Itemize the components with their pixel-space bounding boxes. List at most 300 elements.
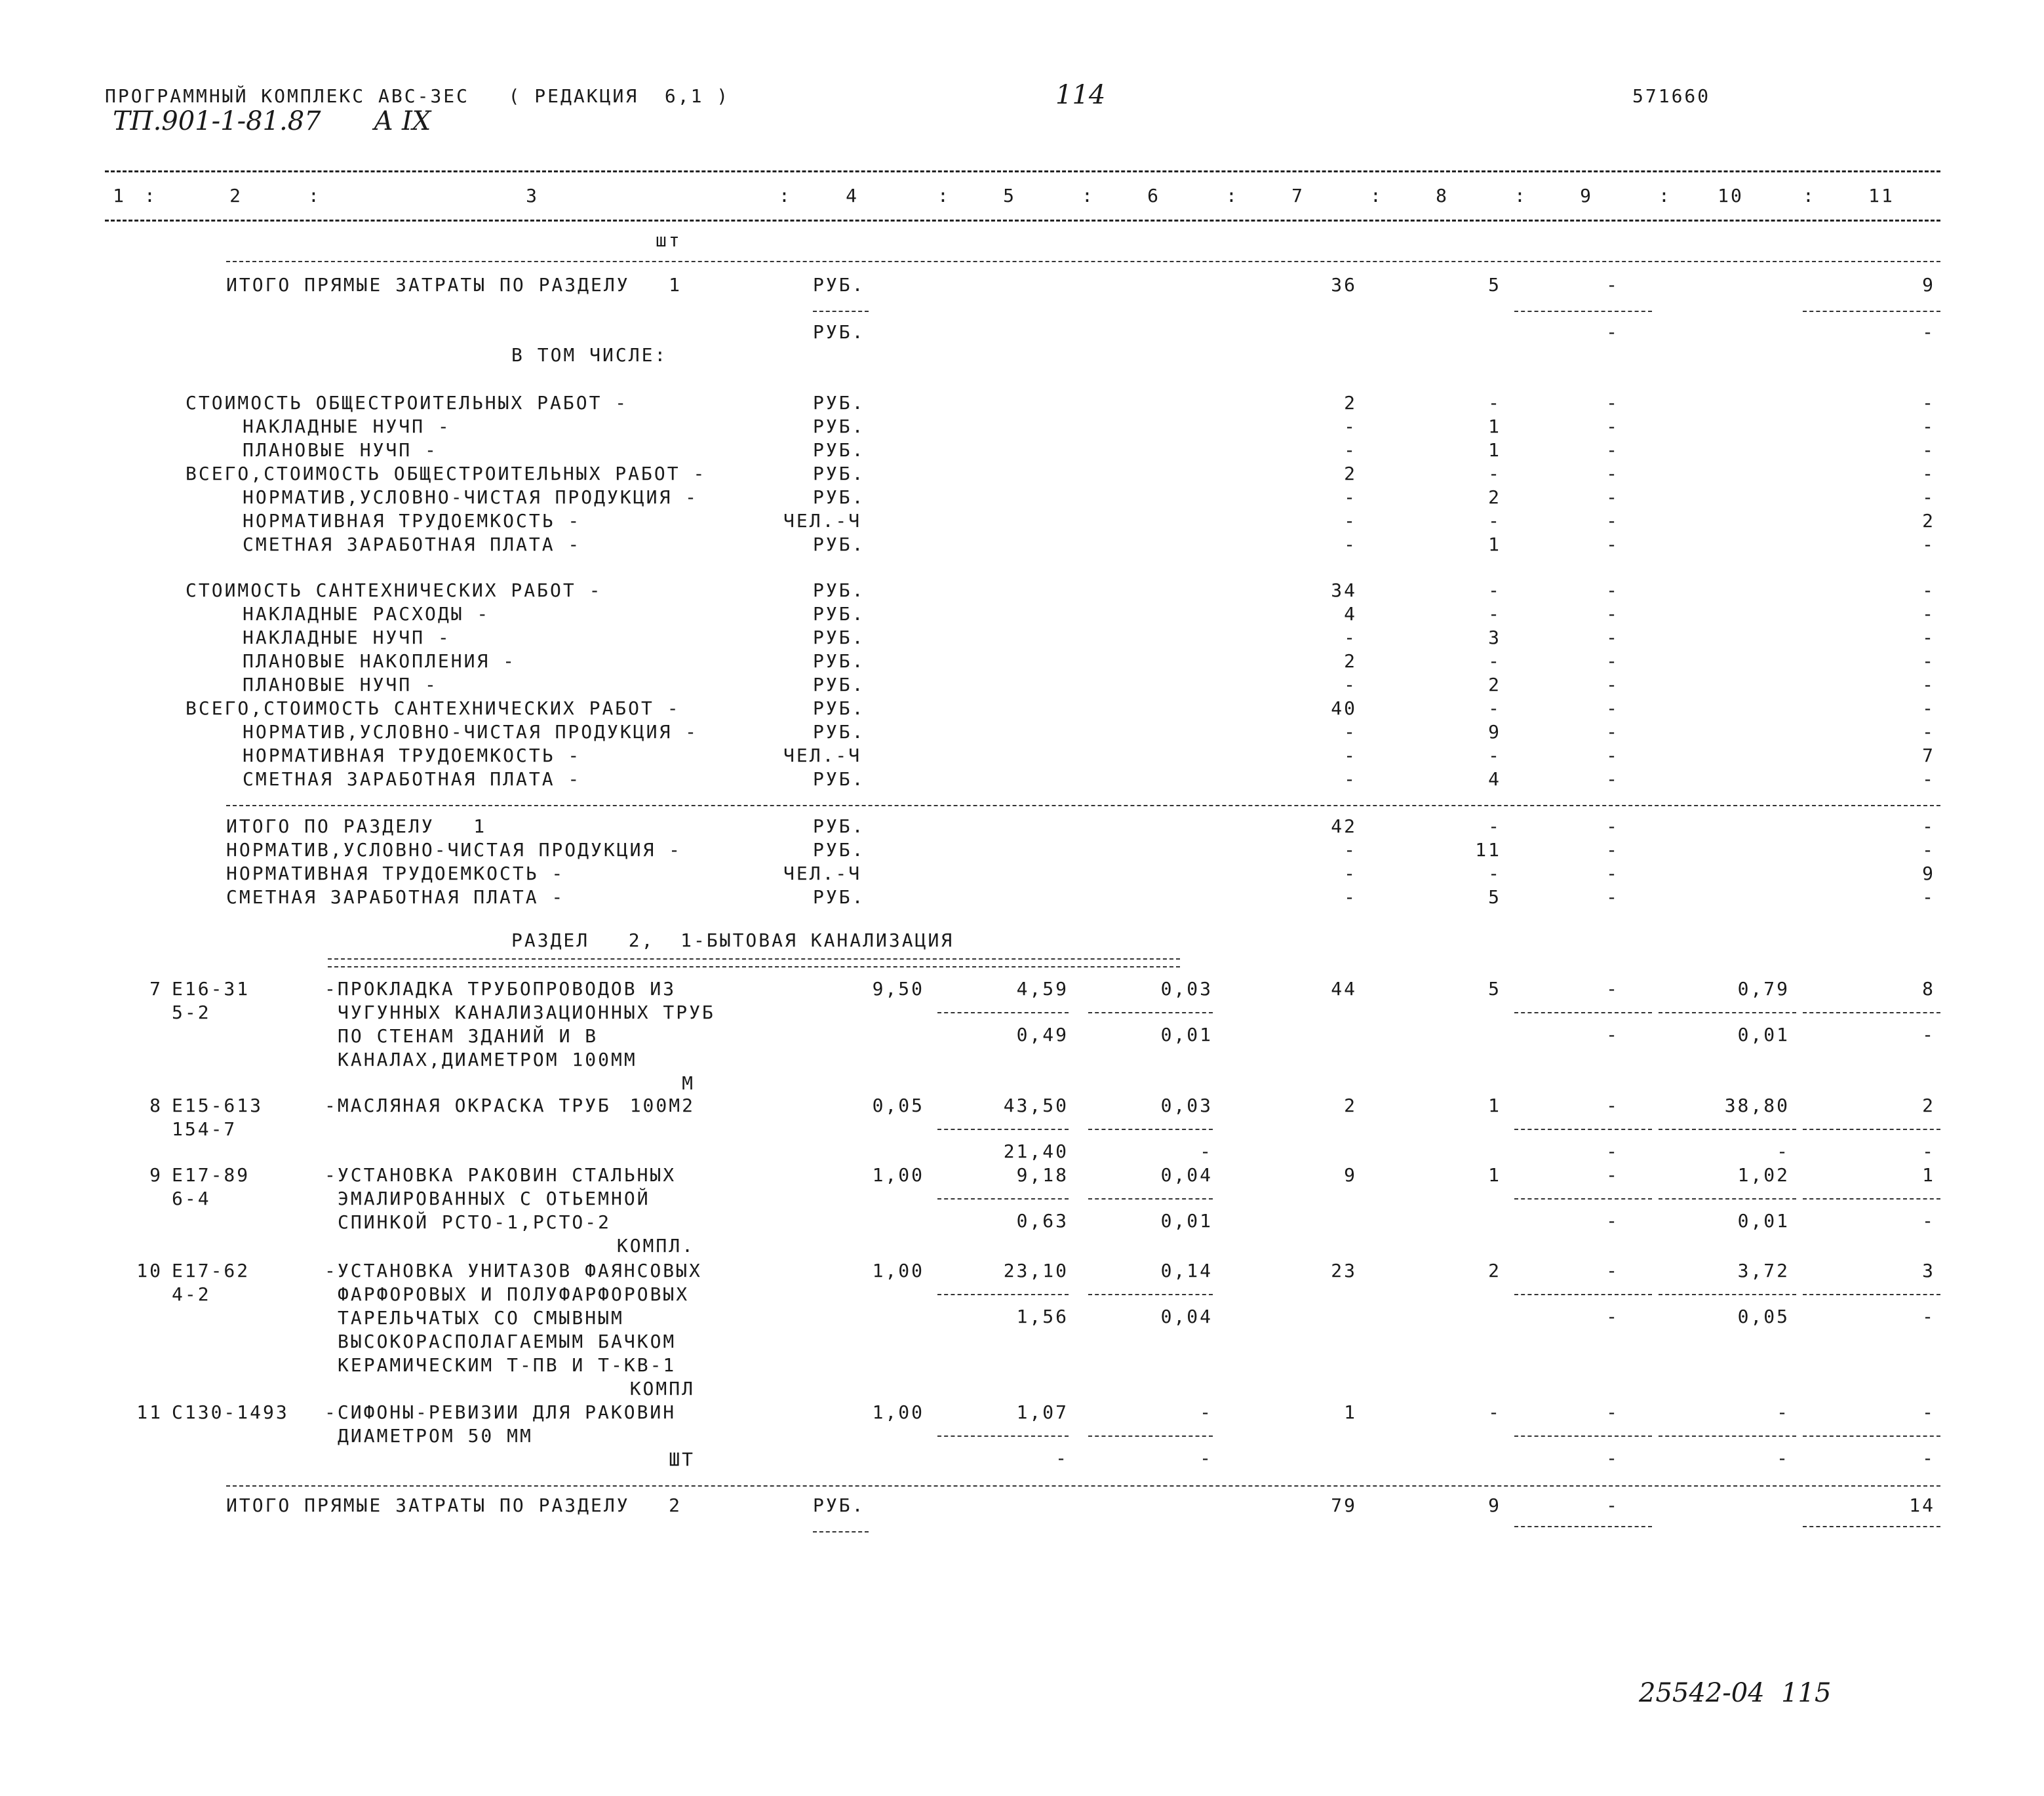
col11-cell: - bbox=[1922, 486, 1935, 508]
column-separator: : bbox=[1226, 185, 1239, 206]
item-wage-price: 0,63 bbox=[1016, 1210, 1069, 1232]
unit-cell: РУБ. bbox=[813, 674, 865, 695]
item-col6-rule bbox=[1088, 1294, 1213, 1295]
column-number-5: 5 bbox=[1003, 185, 1016, 206]
col9-cell: - bbox=[1606, 863, 1619, 884]
col9-cell: - bbox=[1606, 416, 1619, 437]
item-wage-price: 0,49 bbox=[1016, 1024, 1069, 1045]
item-col6: - bbox=[1200, 1401, 1213, 1423]
item-unit-price: 9,18 bbox=[1016, 1164, 1069, 1186]
item-col6-sub: 0,01 bbox=[1160, 1210, 1213, 1232]
item-total: 9 bbox=[1344, 1164, 1357, 1186]
col9-cell: - bbox=[1606, 603, 1619, 625]
col9-cell: - bbox=[1606, 486, 1619, 508]
col9-cell: - bbox=[1606, 650, 1619, 672]
col8-cell: 5 bbox=[1488, 886, 1501, 908]
item-description-line: ТАРЕЛЬЧАТЫХ СО СМЫВНЫМ bbox=[338, 1307, 624, 1329]
item-description-line: -УСТАНОВКА РАКОВИН СТАЛЬНЫХ bbox=[324, 1164, 677, 1186]
item-description-line: СПИНКОЙ РСТО-1,РСТО-2 bbox=[338, 1211, 612, 1233]
section-2-total-col11: 14 bbox=[1909, 1494, 1935, 1516]
col7-cell: - bbox=[1344, 627, 1357, 648]
col9-cell: - bbox=[1606, 274, 1619, 296]
item-total: 23 bbox=[1331, 1260, 1357, 1281]
item-unit: М bbox=[682, 1072, 695, 1094]
item-col9-rule bbox=[1514, 1129, 1652, 1130]
col7-cell: - bbox=[1344, 721, 1357, 743]
col8-cell: - bbox=[1488, 815, 1501, 837]
col7-cell: - bbox=[1344, 886, 1357, 908]
col7-cell: 36 bbox=[1331, 274, 1357, 296]
item-col9-sub: - bbox=[1606, 1210, 1619, 1232]
item-col11-sub: - bbox=[1922, 1141, 1935, 1162]
unit-cell: ЧЕЛ.-Ч bbox=[783, 745, 862, 766]
col9-cell: - bbox=[1606, 439, 1619, 461]
item-col6-rule bbox=[1088, 1129, 1213, 1130]
col7-cell: - bbox=[1344, 510, 1357, 532]
item-col8: 5 bbox=[1488, 978, 1501, 1000]
col9-cell: - bbox=[1606, 745, 1619, 766]
col11-cell: - bbox=[1922, 321, 1935, 343]
item-col11: 3 bbox=[1922, 1260, 1935, 1281]
section-2-col9-underline bbox=[1514, 1526, 1652, 1527]
item-subcode: 5-2 bbox=[172, 1002, 211, 1023]
item-col11-sub: - bbox=[1922, 1024, 1935, 1045]
col7-cell: - bbox=[1344, 416, 1357, 437]
item-unit: КОМПЛ. bbox=[616, 1235, 695, 1257]
item-description-line: КЕРАМИЧЕСКИМ Т-ПВ И Т-КВ-1 bbox=[338, 1354, 677, 1376]
document-code: 571660 bbox=[1632, 85, 1711, 107]
column-number-7: 7 bbox=[1291, 185, 1305, 206]
col11-cell: - bbox=[1922, 815, 1935, 837]
col8-cell: 1 bbox=[1488, 439, 1501, 461]
item-col11-rule bbox=[1803, 1294, 1940, 1295]
col9-cell: - bbox=[1606, 534, 1619, 555]
item-col10-rule bbox=[1659, 1294, 1796, 1295]
item-col8: - bbox=[1488, 1401, 1501, 1423]
col7-cell: - bbox=[1344, 486, 1357, 508]
section-2-total-label: ИТОГО ПРЯМЫЕ ЗАТРАТЫ ПО РАЗДЕЛУ 2 bbox=[226, 1494, 682, 1516]
row-label: СТОИМОСТЬ ОБЩЕСТРОИТЕЛЬНЫХ РАБОТ - bbox=[186, 392, 629, 414]
item-number: 7 bbox=[149, 978, 163, 1000]
item-col9-rule bbox=[1514, 1435, 1652, 1437]
col11-cell: - bbox=[1922, 392, 1935, 414]
unit-cell: РУБ. bbox=[813, 321, 865, 343]
col11-cell: - bbox=[1922, 603, 1935, 625]
col7-cell: - bbox=[1344, 768, 1357, 790]
item-total: 44 bbox=[1331, 978, 1357, 1000]
item-unit-price: 4,59 bbox=[1016, 978, 1069, 1000]
col7-cell: 2 bbox=[1344, 463, 1357, 484]
item-col11-rule bbox=[1803, 1012, 1940, 1013]
item-description-line: ЭМАЛИРОВАННЫХ С ОТЬЕМНОЙ bbox=[338, 1188, 650, 1209]
section-2-total-unit: РУБ. bbox=[813, 1494, 865, 1516]
col9-cell: - bbox=[1606, 321, 1619, 343]
row-label: НОРМАТИВНАЯ ТРУДОЕМКОСТЬ - bbox=[243, 745, 581, 766]
header-bottom-rule bbox=[105, 220, 1940, 222]
col11-underline bbox=[1803, 311, 1940, 312]
col11-cell: - bbox=[1922, 839, 1935, 861]
row-label: СТОИМОСТЬ САНТЕХНИЧЕСКИХ РАБОТ - bbox=[186, 579, 602, 601]
col7-cell: 42 bbox=[1331, 815, 1357, 837]
item-number: 10 bbox=[136, 1260, 163, 1281]
unit-cell: РУБ. bbox=[813, 721, 865, 743]
row-label: ВСЕГО,СТОИМОСТЬ ОБЩЕСТРОИТЕЛЬНЫХ РАБОТ - bbox=[186, 463, 707, 484]
col8-cell: 4 bbox=[1488, 768, 1501, 790]
col9-underline bbox=[1514, 311, 1652, 312]
col11-cell: - bbox=[1922, 674, 1935, 695]
row-label: ВСЕГО,СТОИМОСТЬ САНТЕХНИЧЕСКИХ РАБОТ - bbox=[186, 697, 680, 719]
item-col6: 0,04 bbox=[1160, 1164, 1213, 1186]
item-description-line: ДИАМЕТРОМ 50 ММ bbox=[338, 1425, 533, 1447]
col9-cell: - bbox=[1606, 815, 1619, 837]
section-1-total-rule bbox=[226, 805, 1940, 806]
col9-cell: - bbox=[1606, 886, 1619, 908]
col9-cell: - bbox=[1606, 579, 1619, 601]
col11-cell: - bbox=[1922, 534, 1935, 555]
column-separator: : bbox=[1803, 185, 1816, 206]
item-unit: 100М2 bbox=[629, 1095, 695, 1116]
item-subcode: 6-4 bbox=[172, 1188, 211, 1209]
col11-cell: - bbox=[1922, 416, 1935, 437]
item-col5-rule bbox=[937, 1294, 1069, 1295]
item-quantity: 1,00 bbox=[872, 1260, 924, 1281]
item-wage-price: - bbox=[1055, 1447, 1069, 1469]
section-2-unit-underline bbox=[813, 1531, 869, 1532]
unit-cell: РУБ. bbox=[813, 579, 865, 601]
row-label: НАКЛАДНЫЕ РАСХОДЫ - bbox=[243, 603, 490, 625]
item-col11-sub: - bbox=[1922, 1210, 1935, 1232]
item-col9-rule bbox=[1514, 1198, 1652, 1200]
item-col10-sub: - bbox=[1777, 1141, 1790, 1162]
col8-cell: 1 bbox=[1488, 534, 1501, 555]
unit-cell: РУБ. bbox=[813, 534, 865, 555]
item-col11-sub: - bbox=[1922, 1306, 1935, 1327]
item-col5-rule bbox=[937, 1198, 1069, 1200]
col9-cell: - bbox=[1606, 392, 1619, 414]
item-col11: 2 bbox=[1922, 1095, 1935, 1116]
col11-cell: 9 bbox=[1922, 863, 1935, 884]
col9-cell: - bbox=[1606, 627, 1619, 648]
item-col6-rule bbox=[1088, 1435, 1213, 1437]
row-label: НОРМАТИВНАЯ ТРУДОЕМКОСТЬ - bbox=[226, 863, 565, 884]
item-col6: 0,14 bbox=[1160, 1260, 1213, 1281]
unit-cell: РУБ. bbox=[813, 416, 865, 437]
col9-cell: - bbox=[1606, 674, 1619, 695]
col8-cell: - bbox=[1488, 579, 1501, 601]
section-2-total-col7: 79 bbox=[1331, 1494, 1357, 1516]
item-col9-sub: - bbox=[1606, 1141, 1619, 1162]
col8-cell: - bbox=[1488, 697, 1501, 719]
handwritten-page-number: 114 bbox=[1055, 80, 1106, 110]
item-code: Е17-89 bbox=[172, 1164, 250, 1186]
item-col10-sub: 0,01 bbox=[1737, 1024, 1790, 1045]
row-label: ИТОГО ПО РАЗДЕЛУ 1 bbox=[226, 815, 487, 837]
unit-cell: РУБ. bbox=[813, 886, 865, 908]
col9-cell: - bbox=[1606, 510, 1619, 532]
column-number-6: 6 bbox=[1147, 185, 1160, 206]
item-code: С130-1493 bbox=[172, 1401, 289, 1423]
column-separator: : bbox=[779, 185, 792, 206]
unit-cell: РУБ. bbox=[813, 439, 865, 461]
item-col9-sub: - bbox=[1606, 1447, 1619, 1469]
column-number-8: 8 bbox=[1436, 185, 1449, 206]
column-separator: : bbox=[144, 185, 157, 206]
col11-cell: - bbox=[1922, 463, 1935, 484]
column-number-11: 11 bbox=[1868, 185, 1895, 206]
item-col10-sub: 0,05 bbox=[1737, 1306, 1790, 1327]
item-col5-rule bbox=[937, 1012, 1069, 1013]
item-col6-sub: 0,01 bbox=[1160, 1024, 1213, 1045]
item-code: Е16-31 bbox=[172, 978, 250, 1000]
item-col9-sub: - bbox=[1606, 1306, 1619, 1327]
item-description-line: ФАРФОРОВЫХ И ПОЛУФАРФОРОВЫХ bbox=[338, 1283, 690, 1305]
unit-cell: ЧЕЛ.-Ч bbox=[783, 510, 862, 532]
col7-cell: - bbox=[1344, 863, 1357, 884]
row-label: СМЕТНАЯ ЗАРАБОТНАЯ ПЛАТА - bbox=[243, 534, 581, 555]
section-2-total-col8: 9 bbox=[1488, 1494, 1501, 1516]
col9-cell: - bbox=[1606, 697, 1619, 719]
col9-cell: - bbox=[1606, 768, 1619, 790]
unit-cell: РУБ. bbox=[813, 768, 865, 790]
item-quantity: 0,05 bbox=[872, 1095, 924, 1116]
item-number: 11 bbox=[136, 1401, 163, 1423]
item-unit-price: 1,07 bbox=[1016, 1401, 1069, 1423]
item-description-line: -СИФОНЫ-РЕВИЗИИ ДЛЯ РАКОВИН bbox=[324, 1401, 677, 1423]
col11-cell: - bbox=[1922, 650, 1935, 672]
col8-cell: 11 bbox=[1475, 839, 1501, 861]
item-col6-sub: 0,04 bbox=[1160, 1306, 1213, 1327]
item-col11-rule bbox=[1803, 1129, 1940, 1130]
row-label: НОРМАТИВ,УСЛОВНО-ЧИСТАЯ ПРОДУКЦИЯ - bbox=[243, 721, 699, 743]
row-label: ПЛАНОВЫЕ НУЧП - bbox=[243, 674, 438, 695]
item-col9: - bbox=[1606, 978, 1619, 1000]
row-label: СМЕТНАЯ ЗАРАБОТНАЯ ПЛАТА - bbox=[243, 768, 581, 790]
item-col10-rule bbox=[1659, 1129, 1796, 1130]
item-description-line: ЧУГУННЫХ КАНАЛИЗАЦИОННЫХ ТРУБ bbox=[338, 1002, 715, 1023]
unit-cell: РУБ. bbox=[813, 815, 865, 837]
item-description-line: -УСТАНОВКА УНИТАЗОВ ФАЯНСОВЫХ bbox=[324, 1260, 702, 1281]
col8-cell: - bbox=[1488, 392, 1501, 414]
unit-cell: РУБ. bbox=[813, 463, 865, 484]
item-col11-rule bbox=[1803, 1435, 1940, 1437]
row-label: НАКЛАДНЫЕ НУЧП - bbox=[243, 416, 451, 437]
col11-cell: - bbox=[1922, 768, 1935, 790]
section-2-title: РАЗДЕЛ 2, 1-БЫТОВАЯ КАНАЛИЗАЦИЯ bbox=[511, 929, 954, 951]
section-2-title-underline bbox=[328, 958, 1180, 967]
item-col11: 1 bbox=[1922, 1164, 1935, 1186]
item-col10: 0,79 bbox=[1737, 978, 1790, 1000]
item-col10-rule bbox=[1659, 1435, 1796, 1437]
col11-cell: - bbox=[1922, 697, 1935, 719]
item-unit: КОМПЛ bbox=[629, 1378, 695, 1399]
col8-cell: 3 bbox=[1488, 627, 1501, 648]
item-col10: 1,02 bbox=[1737, 1164, 1790, 1186]
item-description-line: -МАСЛЯНАЯ ОКРАСКА ТРУБ bbox=[324, 1095, 611, 1116]
row-label: шт bbox=[656, 229, 682, 251]
item-col9: - bbox=[1606, 1164, 1619, 1186]
section-2-total-col9: - bbox=[1606, 1494, 1619, 1516]
unit-cell: РУБ. bbox=[813, 839, 865, 861]
row-label: ИТОГО ПРЯМЫЕ ЗАТРАТЫ ПО РАЗДЕЛУ 1 bbox=[226, 274, 682, 296]
row-label: НОРМАТИВ,УСЛОВНО-ЧИСТАЯ ПРОДУКЦИЯ - bbox=[226, 839, 682, 861]
item-col8: 1 bbox=[1488, 1095, 1501, 1116]
column-separator: : bbox=[1659, 185, 1672, 206]
item-col5-rule bbox=[937, 1129, 1069, 1130]
unit-cell: РУБ. bbox=[813, 486, 865, 508]
item-col9-rule bbox=[1514, 1012, 1652, 1013]
column-separator: : bbox=[1370, 185, 1383, 206]
column-number-9: 9 bbox=[1580, 185, 1593, 206]
col7-cell: - bbox=[1344, 534, 1357, 555]
handwritten-project-code: ТП.901-1-81.87 bbox=[113, 106, 321, 136]
column-separator: : bbox=[1082, 185, 1095, 206]
col8-cell: - bbox=[1488, 463, 1501, 484]
column-separator: : bbox=[937, 185, 951, 206]
col8-cell: - bbox=[1488, 863, 1501, 884]
item-col10-sub: 0,01 bbox=[1737, 1210, 1790, 1232]
col11-cell: - bbox=[1922, 627, 1935, 648]
row-label: ПЛАНОВЫЕ НУЧП - bbox=[243, 439, 438, 461]
col11-cell: - bbox=[1922, 721, 1935, 743]
item-col6: 0,03 bbox=[1160, 978, 1213, 1000]
col11-cell: - bbox=[1922, 439, 1935, 461]
col7-cell: 34 bbox=[1331, 579, 1357, 601]
item-code: Е15-613 bbox=[172, 1095, 264, 1116]
col9-cell: - bbox=[1606, 721, 1619, 743]
col8-cell: 2 bbox=[1488, 486, 1501, 508]
col8-cell: 1 bbox=[1488, 416, 1501, 437]
item-col6-rule bbox=[1088, 1198, 1213, 1200]
item-col11: 8 bbox=[1922, 978, 1935, 1000]
unit-cell: РУБ. bbox=[813, 392, 865, 414]
item-description-line: -ПРОКЛАДКА ТРУБОПРОВОДОВ ИЗ bbox=[324, 978, 677, 1000]
item-col10-rule bbox=[1659, 1198, 1796, 1200]
item-unit: ШТ bbox=[669, 1449, 695, 1470]
col7-cell: 2 bbox=[1344, 392, 1357, 414]
section-2-col11-underline bbox=[1803, 1526, 1940, 1527]
col7-cell: - bbox=[1344, 745, 1357, 766]
col8-cell: - bbox=[1488, 510, 1501, 532]
row-label: ПЛАНОВЫЕ НАКОПЛЕНИЯ - bbox=[243, 650, 517, 672]
item-total: 1 bbox=[1344, 1401, 1357, 1423]
col8-cell: 9 bbox=[1488, 721, 1501, 743]
item-quantity: 9,50 bbox=[872, 978, 924, 1000]
unit-cell: РУБ. bbox=[813, 274, 865, 296]
item-quantity: 1,00 bbox=[872, 1401, 924, 1423]
unit-cell: ЧЕЛ.-Ч bbox=[783, 863, 862, 884]
col8-cell: 5 bbox=[1488, 274, 1501, 296]
item-col11-rule bbox=[1803, 1198, 1940, 1200]
item-description-line: ВЫСОКОРАСПОЛАГАЕМЫМ БАЧКОМ bbox=[338, 1331, 677, 1352]
item-description-line: ПО СТЕНАМ ЗДАНИЙ И В bbox=[338, 1025, 599, 1047]
item-quantity: 1,00 bbox=[872, 1164, 924, 1186]
item-col11: - bbox=[1922, 1401, 1935, 1423]
item-col10: 3,72 bbox=[1737, 1260, 1790, 1281]
item-col6-rule bbox=[1088, 1012, 1213, 1013]
item-total: 2 bbox=[1344, 1095, 1357, 1116]
col7-cell: - bbox=[1344, 674, 1357, 695]
col8-cell: - bbox=[1488, 650, 1501, 672]
total-top-rule bbox=[226, 261, 1940, 262]
row-label: НОРМАТИВ,УСЛОВНО-ЧИСТАЯ ПРОДУКЦИЯ - bbox=[243, 486, 699, 508]
col11-cell: 2 bbox=[1922, 510, 1935, 532]
item-col8: 2 bbox=[1488, 1260, 1501, 1281]
row-label: СМЕТНАЯ ЗАРАБОТНАЯ ПЛАТА - bbox=[226, 886, 565, 908]
item-unit-price: 23,10 bbox=[1003, 1260, 1069, 1281]
item-col8: 1 bbox=[1488, 1164, 1501, 1186]
item-col9: - bbox=[1606, 1260, 1619, 1281]
item-wage-price: 21,40 bbox=[1003, 1141, 1069, 1162]
section-2-total-rule bbox=[226, 1485, 1940, 1487]
col7-cell: 40 bbox=[1331, 697, 1357, 719]
column-number-2: 2 bbox=[229, 185, 243, 206]
handwritten-album: А IX bbox=[374, 106, 431, 136]
item-col6-sub: - bbox=[1200, 1447, 1213, 1469]
item-col9-rule bbox=[1514, 1294, 1652, 1295]
item-unit-price: 43,50 bbox=[1003, 1095, 1069, 1116]
col8-cell: - bbox=[1488, 745, 1501, 766]
item-subcode: 154-7 bbox=[172, 1118, 237, 1140]
item-col6-sub: - bbox=[1200, 1141, 1213, 1162]
col11-cell: 9 bbox=[1922, 274, 1935, 296]
handwritten-footer-number: 25542-04 115 bbox=[1639, 1678, 1832, 1708]
item-code: Е17-62 bbox=[172, 1260, 250, 1281]
in-that-number-heading: В ТОМ ЧИСЛЕ: bbox=[511, 344, 668, 366]
column-separator: : bbox=[1514, 185, 1527, 206]
unit-cell: РУБ. bbox=[813, 603, 865, 625]
item-col10: - bbox=[1777, 1401, 1790, 1423]
col11-cell: 7 bbox=[1922, 745, 1935, 766]
item-col10-rule bbox=[1659, 1012, 1796, 1013]
unit-underline bbox=[813, 311, 869, 312]
col7-cell: 2 bbox=[1344, 650, 1357, 672]
item-number: 9 bbox=[149, 1164, 163, 1186]
column-number-10: 10 bbox=[1718, 185, 1744, 206]
item-col9-sub: - bbox=[1606, 1024, 1619, 1045]
col7-cell: - bbox=[1344, 439, 1357, 461]
row-label: НАКЛАДНЫЕ НУЧП - bbox=[243, 627, 451, 648]
item-col9: - bbox=[1606, 1095, 1619, 1116]
col11-cell: - bbox=[1922, 886, 1935, 908]
item-col9: - bbox=[1606, 1401, 1619, 1423]
item-col10: 38,80 bbox=[1724, 1095, 1790, 1116]
col7-cell: 4 bbox=[1344, 603, 1357, 625]
program-header: ПРОГРАММНЫЙ КОМПЛЕКС АВС-3ЕС ( РЕДАКЦИЯ 6,1 ) bbox=[105, 85, 730, 107]
col8-cell: - bbox=[1488, 603, 1501, 625]
item-col6: 0,03 bbox=[1160, 1095, 1213, 1116]
column-number-1: 1 bbox=[113, 185, 126, 206]
col8-cell: 2 bbox=[1488, 674, 1501, 695]
item-number: 8 bbox=[149, 1095, 163, 1116]
item-col5-rule bbox=[937, 1435, 1069, 1437]
column-number-3: 3 bbox=[526, 185, 539, 206]
unit-cell: РУБ. bbox=[813, 697, 865, 719]
item-col10-sub: - bbox=[1777, 1447, 1790, 1469]
item-description-line: КАНАЛАХ,ДИАМЕТРОМ 100ММ bbox=[338, 1049, 637, 1070]
top-rule bbox=[105, 170, 1940, 172]
item-col11-sub: - bbox=[1922, 1447, 1935, 1469]
col9-cell: - bbox=[1606, 839, 1619, 861]
col11-cell: - bbox=[1922, 579, 1935, 601]
column-number-4: 4 bbox=[846, 185, 859, 206]
item-subcode: 4-2 bbox=[172, 1283, 211, 1305]
col7-cell: - bbox=[1344, 839, 1357, 861]
unit-cell: РУБ. bbox=[813, 650, 865, 672]
col9-cell: - bbox=[1606, 463, 1619, 484]
column-separator: : bbox=[308, 185, 321, 206]
unit-cell: РУБ. bbox=[813, 627, 865, 648]
row-label: НОРМАТИВНАЯ ТРУДОЕМКОСТЬ - bbox=[243, 510, 581, 532]
